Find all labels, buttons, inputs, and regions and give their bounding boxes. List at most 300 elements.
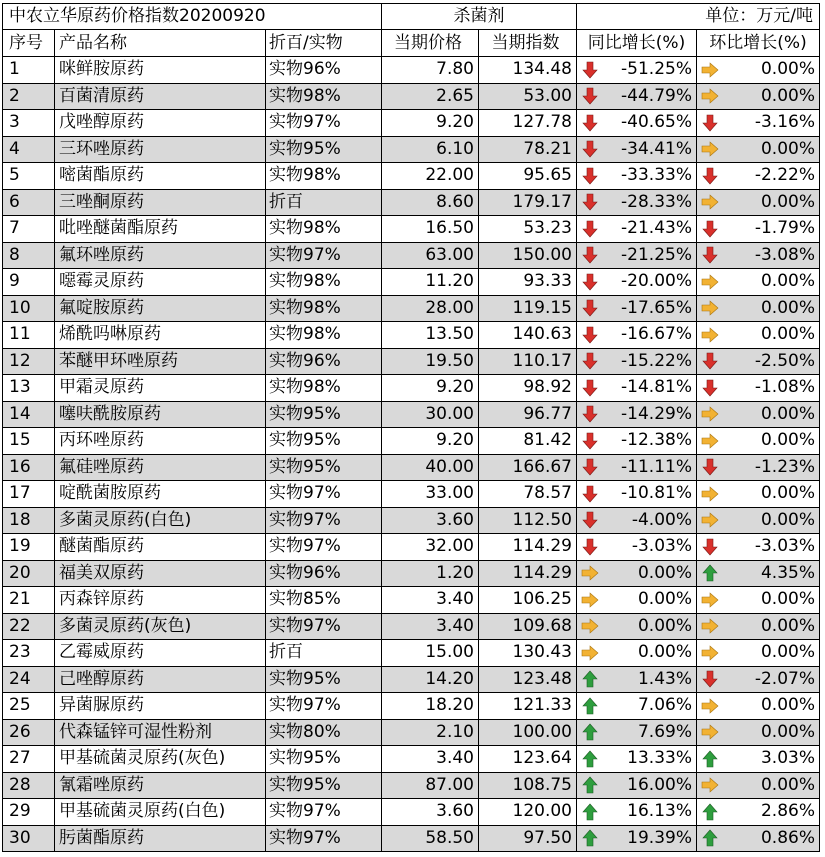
mom-change-value: 0.00% bbox=[760, 138, 815, 159]
yoy-change-cell bbox=[577, 640, 697, 667]
yoy-change-value: -51.25% bbox=[621, 59, 692, 80]
yoy-change-cell bbox=[577, 428, 697, 455]
product-name: 氟硅唑原药 bbox=[55, 455, 266, 482]
mom-change-cell bbox=[697, 640, 820, 667]
mom-change-value: 0.00% bbox=[760, 642, 815, 663]
table-row bbox=[2, 746, 820, 773]
row-number: 23 bbox=[2, 640, 55, 667]
product-spec: 实物96% bbox=[266, 57, 382, 84]
current-price: 19.50 bbox=[382, 349, 479, 376]
row-number: 27 bbox=[2, 746, 55, 773]
product-name: 戊唑醇原药 bbox=[55, 110, 266, 137]
yoy-change-cell bbox=[577, 693, 697, 720]
current-price: 18.20 bbox=[382, 693, 479, 720]
yoy-change-cell bbox=[577, 826, 697, 853]
current-index: 112.50 bbox=[479, 508, 577, 535]
down-arrow-icon bbox=[581, 193, 599, 211]
product-spec: 实物97% bbox=[266, 799, 382, 826]
up-arrow-icon bbox=[581, 750, 599, 768]
yoy-change-value: -14.29% bbox=[621, 403, 692, 424]
yoy-change-cell bbox=[577, 137, 697, 164]
yoy-change-value: -21.25% bbox=[621, 244, 692, 265]
yoy-change-value: -14.81% bbox=[621, 377, 692, 398]
mom-change-value: 0.00% bbox=[760, 430, 815, 451]
row-number: 25 bbox=[2, 693, 55, 720]
yoy-change-cell bbox=[577, 667, 697, 694]
current-index: 100.00 bbox=[479, 720, 577, 747]
current-price: 33.00 bbox=[382, 481, 479, 508]
product-name: 三唑酮原药 bbox=[55, 190, 266, 217]
product-name: 噁霉灵原药 bbox=[55, 269, 266, 296]
row-number: 17 bbox=[2, 481, 55, 508]
current-price: 9.20 bbox=[382, 375, 479, 402]
table-row bbox=[2, 508, 820, 535]
yoy-change-value: -11.11% bbox=[621, 456, 692, 477]
mom-change-value: -3.03% bbox=[754, 536, 815, 557]
right-arrow-icon bbox=[701, 299, 719, 317]
right-arrow-icon bbox=[701, 591, 719, 609]
mom-change-value: -2.50% bbox=[754, 350, 815, 371]
mom-change-cell bbox=[697, 720, 820, 747]
mom-change-cell bbox=[697, 163, 820, 190]
down-arrow-icon bbox=[581, 61, 599, 79]
product-name: 氰霜唑原药 bbox=[55, 773, 266, 800]
yoy-change-value: -34.41% bbox=[621, 138, 692, 159]
header-price: 当期价格 bbox=[382, 30, 479, 57]
down-arrow-icon bbox=[581, 273, 599, 291]
current-index: 106.25 bbox=[479, 587, 577, 614]
row-number: 7 bbox=[2, 216, 55, 243]
table-row bbox=[2, 243, 820, 270]
row-number: 4 bbox=[2, 137, 55, 164]
right-arrow-icon bbox=[701, 485, 719, 503]
current-price: 28.00 bbox=[382, 296, 479, 323]
current-price: 30.00 bbox=[382, 402, 479, 429]
current-index: 119.15 bbox=[479, 296, 577, 323]
down-arrow-icon bbox=[581, 379, 599, 397]
yoy-change-value: -40.65% bbox=[621, 112, 692, 133]
current-index: 53.00 bbox=[479, 84, 577, 111]
row-number: 20 bbox=[2, 561, 55, 588]
right-arrow-icon bbox=[701, 87, 719, 105]
current-index: 150.00 bbox=[479, 243, 577, 270]
product-spec: 实物97% bbox=[266, 614, 382, 641]
table-row bbox=[2, 84, 820, 111]
mom-change-value: 0.00% bbox=[760, 297, 815, 318]
product-spec: 实物97% bbox=[266, 534, 382, 561]
down-arrow-icon bbox=[581, 140, 599, 158]
down-arrow-icon bbox=[581, 167, 599, 185]
right-arrow-icon bbox=[701, 61, 719, 79]
table-row bbox=[2, 799, 820, 826]
table-row bbox=[2, 561, 820, 588]
yoy-change-cell bbox=[577, 799, 697, 826]
row-number: 16 bbox=[2, 455, 55, 482]
row-number: 10 bbox=[2, 296, 55, 323]
header-yoy: 同比增长(%) bbox=[577, 30, 697, 57]
up-arrow-icon bbox=[581, 829, 599, 847]
yoy-change-value: 1.43% bbox=[637, 668, 692, 689]
table-body bbox=[2, 57, 820, 852]
current-price: 6.10 bbox=[382, 137, 479, 164]
current-price: 11.20 bbox=[382, 269, 479, 296]
yoy-change-cell bbox=[577, 614, 697, 641]
up-arrow-icon bbox=[581, 776, 599, 794]
title-row bbox=[2, 3, 820, 30]
right-arrow-icon bbox=[701, 617, 719, 635]
mom-change-value: -2.07% bbox=[754, 668, 815, 689]
yoy-change-value: 19.39% bbox=[627, 827, 692, 848]
yoy-change-value: 0.00% bbox=[637, 589, 692, 610]
mom-change-value: -1.79% bbox=[754, 218, 815, 239]
product-name: 醚菌酯原药 bbox=[55, 534, 266, 561]
yoy-change-value: -33.33% bbox=[621, 165, 692, 186]
down-arrow-icon bbox=[701, 246, 719, 264]
row-number: 24 bbox=[2, 667, 55, 694]
yoy-change-cell bbox=[577, 720, 697, 747]
row-number: 2 bbox=[2, 84, 55, 111]
product-name: 肟菌酯原药 bbox=[55, 826, 266, 853]
current-index: 114.29 bbox=[479, 534, 577, 561]
down-arrow-icon bbox=[581, 405, 599, 423]
mom-change-cell bbox=[697, 269, 820, 296]
down-arrow-icon bbox=[581, 220, 599, 238]
product-name: 烯酰吗啉原药 bbox=[55, 322, 266, 349]
down-arrow-icon bbox=[581, 114, 599, 132]
mom-change-value: 0.00% bbox=[760, 509, 815, 530]
current-index: 123.64 bbox=[479, 746, 577, 773]
right-arrow-icon bbox=[701, 644, 719, 662]
mom-change-value: 0.00% bbox=[760, 271, 815, 292]
table-row bbox=[2, 110, 820, 137]
product-name: 异菌脲原药 bbox=[55, 693, 266, 720]
product-name: 己唑醇原药 bbox=[55, 667, 266, 694]
mom-change-cell bbox=[697, 57, 820, 84]
current-price: 3.60 bbox=[382, 799, 479, 826]
yoy-change-cell bbox=[577, 296, 697, 323]
right-arrow-icon bbox=[701, 432, 719, 450]
row-number: 14 bbox=[2, 402, 55, 429]
yoy-change-value: 7.06% bbox=[637, 695, 692, 716]
yoy-change-cell bbox=[577, 561, 697, 588]
mom-change-cell bbox=[697, 296, 820, 323]
yoy-change-cell bbox=[577, 163, 697, 190]
product-spec: 实物96% bbox=[266, 561, 382, 588]
current-index: 93.33 bbox=[479, 269, 577, 296]
yoy-change-value: -4.00% bbox=[631, 509, 692, 530]
product-spec: 实物98% bbox=[266, 163, 382, 190]
row-number: 11 bbox=[2, 322, 55, 349]
yoy-change-cell bbox=[577, 243, 697, 270]
yoy-change-cell bbox=[577, 481, 697, 508]
up-arrow-icon bbox=[581, 723, 599, 741]
product-spec: 实物98% bbox=[266, 296, 382, 323]
down-arrow-icon bbox=[581, 246, 599, 264]
yoy-change-value: 16.13% bbox=[627, 801, 692, 822]
up-arrow-icon bbox=[701, 750, 719, 768]
table-row bbox=[2, 534, 820, 561]
current-index: 127.78 bbox=[479, 110, 577, 137]
product-name: 氟环唑原药 bbox=[55, 243, 266, 270]
right-arrow-icon bbox=[701, 405, 719, 423]
down-arrow-icon bbox=[701, 220, 719, 238]
table-row bbox=[2, 190, 820, 217]
header-mom: 环比增长(%) bbox=[697, 30, 820, 57]
down-arrow-icon bbox=[581, 511, 599, 529]
row-number: 15 bbox=[2, 428, 55, 455]
product-name: 多菌灵原药(白色) bbox=[55, 508, 266, 535]
mom-change-cell bbox=[697, 322, 820, 349]
up-arrow-icon bbox=[581, 803, 599, 821]
product-spec: 实物95% bbox=[266, 746, 382, 773]
current-index: 110.17 bbox=[479, 349, 577, 376]
up-arrow-icon bbox=[581, 670, 599, 688]
product-spec: 实物97% bbox=[266, 243, 382, 270]
up-arrow-icon bbox=[701, 803, 719, 821]
product-name: 丙环唑原药 bbox=[55, 428, 266, 455]
product-spec: 实物98% bbox=[266, 322, 382, 349]
right-arrow-icon bbox=[701, 193, 719, 211]
yoy-change-cell bbox=[577, 508, 697, 535]
mom-change-cell bbox=[697, 534, 820, 561]
row-number: 12 bbox=[2, 349, 55, 376]
yoy-change-value: -20.00% bbox=[621, 271, 692, 292]
current-price: 9.20 bbox=[382, 110, 479, 137]
yoy-change-cell bbox=[577, 269, 697, 296]
yoy-change-cell bbox=[577, 534, 697, 561]
yoy-change-cell bbox=[577, 773, 697, 800]
yoy-change-cell bbox=[577, 746, 697, 773]
yoy-change-cell bbox=[577, 322, 697, 349]
current-index: 108.75 bbox=[479, 773, 577, 800]
mom-change-value: 0.00% bbox=[760, 85, 815, 106]
current-price: 32.00 bbox=[382, 534, 479, 561]
mom-change-cell bbox=[697, 137, 820, 164]
category-label: 杀菌剂 bbox=[382, 3, 577, 30]
row-number: 3 bbox=[2, 110, 55, 137]
product-spec: 实物97% bbox=[266, 693, 382, 720]
down-arrow-icon bbox=[581, 299, 599, 317]
current-index: 114.29 bbox=[479, 561, 577, 588]
product-spec: 实物95% bbox=[266, 667, 382, 694]
table-row bbox=[2, 720, 820, 747]
row-number: 5 bbox=[2, 163, 55, 190]
current-index: 97.50 bbox=[479, 826, 577, 853]
down-arrow-icon bbox=[701, 352, 719, 370]
yoy-change-value: 0.00% bbox=[637, 615, 692, 636]
mom-change-cell bbox=[697, 349, 820, 376]
table-row bbox=[2, 640, 820, 667]
yoy-change-cell bbox=[577, 402, 697, 429]
product-name: 百菌清原药 bbox=[55, 84, 266, 111]
right-arrow-icon bbox=[701, 140, 719, 158]
product-spec: 实物98% bbox=[266, 84, 382, 111]
product-spec: 实物97% bbox=[266, 826, 382, 853]
current-index: 166.67 bbox=[479, 455, 577, 482]
table-title: 中农立华原药价格指数20200920 bbox=[2, 3, 382, 30]
product-name: 多菌灵原药(灰色) bbox=[55, 614, 266, 641]
row-number: 29 bbox=[2, 799, 55, 826]
mom-change-value: 0.00% bbox=[760, 615, 815, 636]
yoy-change-cell bbox=[577, 455, 697, 482]
row-number: 6 bbox=[2, 190, 55, 217]
yoy-change-value: 13.33% bbox=[627, 748, 692, 769]
product-name: 氟啶胺原药 bbox=[55, 296, 266, 323]
current-index: 179.17 bbox=[479, 190, 577, 217]
yoy-change-value: -3.03% bbox=[631, 536, 692, 557]
mom-change-cell bbox=[697, 428, 820, 455]
product-name: 丙森锌原药 bbox=[55, 587, 266, 614]
yoy-change-value: 0.00% bbox=[637, 562, 692, 583]
mom-change-cell bbox=[697, 614, 820, 641]
product-name: 福美双原药 bbox=[55, 561, 266, 588]
header-name: 产品名称 bbox=[55, 30, 266, 57]
mom-change-cell bbox=[697, 693, 820, 720]
yoy-change-cell bbox=[577, 84, 697, 111]
mom-change-cell bbox=[697, 508, 820, 535]
current-index: 96.77 bbox=[479, 402, 577, 429]
yoy-change-value: -28.33% bbox=[621, 191, 692, 212]
row-number: 26 bbox=[2, 720, 55, 747]
product-spec: 实物98% bbox=[266, 375, 382, 402]
product-spec: 实物96% bbox=[266, 349, 382, 376]
current-price: 16.50 bbox=[382, 216, 479, 243]
current-price: 15.00 bbox=[382, 640, 479, 667]
unit-label: 单位：万元/吨 bbox=[577, 3, 820, 30]
product-spec: 实物98% bbox=[266, 269, 382, 296]
mom-change-value: 0.00% bbox=[760, 774, 815, 795]
yoy-change-cell bbox=[577, 587, 697, 614]
table-row bbox=[2, 614, 820, 641]
table-row bbox=[2, 693, 820, 720]
product-spec: 实物97% bbox=[266, 508, 382, 535]
product-spec: 实物80% bbox=[266, 720, 382, 747]
current-price: 14.20 bbox=[382, 667, 479, 694]
row-number: 8 bbox=[2, 243, 55, 270]
right-arrow-icon bbox=[701, 273, 719, 291]
down-arrow-icon bbox=[701, 114, 719, 132]
product-spec: 实物97% bbox=[266, 481, 382, 508]
table-row bbox=[2, 269, 820, 296]
table-row bbox=[2, 137, 820, 164]
table-row bbox=[2, 163, 820, 190]
mom-change-cell bbox=[697, 587, 820, 614]
mom-change-value: 0.00% bbox=[760, 721, 815, 742]
current-price: 63.00 bbox=[382, 243, 479, 270]
row-number: 18 bbox=[2, 508, 55, 535]
mom-change-value: 0.00% bbox=[760, 403, 815, 424]
product-spec: 实物95% bbox=[266, 137, 382, 164]
yoy-change-value: 0.00% bbox=[637, 642, 692, 663]
mom-change-value: -3.08% bbox=[754, 244, 815, 265]
header-row bbox=[2, 30, 820, 57]
product-name: 三环唑原药 bbox=[55, 137, 266, 164]
mom-change-cell bbox=[697, 481, 820, 508]
header-spec: 折百/实物 bbox=[266, 30, 382, 57]
mom-change-cell bbox=[697, 667, 820, 694]
mom-change-cell bbox=[697, 455, 820, 482]
mom-change-value: 2.86% bbox=[760, 801, 815, 822]
down-arrow-icon bbox=[701, 538, 719, 556]
up-arrow-icon bbox=[581, 697, 599, 715]
product-name: 苯醚甲环唑原药 bbox=[55, 349, 266, 376]
product-spec: 实物95% bbox=[266, 428, 382, 455]
yoy-change-value: -17.65% bbox=[621, 297, 692, 318]
current-index: 98.92 bbox=[479, 375, 577, 402]
mom-change-cell bbox=[697, 190, 820, 217]
table-row bbox=[2, 826, 820, 853]
mom-change-value: -2.22% bbox=[754, 165, 815, 186]
product-spec: 折百 bbox=[266, 190, 382, 217]
current-index: 109.68 bbox=[479, 614, 577, 641]
mom-change-value: 0.00% bbox=[760, 191, 815, 212]
current-price: 8.60 bbox=[382, 190, 479, 217]
table-row bbox=[2, 773, 820, 800]
table-row bbox=[2, 322, 820, 349]
mom-change-value: 0.00% bbox=[760, 324, 815, 345]
current-price: 2.10 bbox=[382, 720, 479, 747]
header-no: 序号 bbox=[2, 30, 55, 57]
mom-change-cell bbox=[697, 746, 820, 773]
current-price: 3.40 bbox=[382, 614, 479, 641]
table-row bbox=[2, 667, 820, 694]
table-row bbox=[2, 455, 820, 482]
row-number: 9 bbox=[2, 269, 55, 296]
mom-change-cell bbox=[697, 773, 820, 800]
down-arrow-icon bbox=[581, 326, 599, 344]
row-number: 30 bbox=[2, 826, 55, 853]
mom-change-value: 0.00% bbox=[760, 483, 815, 504]
product-spec: 实物97% bbox=[266, 110, 382, 137]
up-arrow-icon bbox=[701, 564, 719, 582]
down-arrow-icon bbox=[701, 379, 719, 397]
product-spec: 实物95% bbox=[266, 773, 382, 800]
current-index: 53.23 bbox=[479, 216, 577, 243]
current-price: 22.00 bbox=[382, 163, 479, 190]
current-index: 130.43 bbox=[479, 640, 577, 667]
table-row bbox=[2, 349, 820, 376]
down-arrow-icon bbox=[581, 538, 599, 556]
table-row bbox=[2, 402, 820, 429]
header-index: 当期指数 bbox=[479, 30, 577, 57]
mom-change-cell bbox=[697, 561, 820, 588]
current-index: 81.42 bbox=[479, 428, 577, 455]
product-name: 甲基硫菌灵原药(灰色) bbox=[55, 746, 266, 773]
yoy-change-cell bbox=[577, 190, 697, 217]
product-spec: 折百 bbox=[266, 640, 382, 667]
product-name: 代森锰锌可湿性粉剂 bbox=[55, 720, 266, 747]
product-name: 嘧菌酯原药 bbox=[55, 163, 266, 190]
mom-change-value: 3.03% bbox=[760, 748, 815, 769]
right-arrow-icon bbox=[701, 723, 719, 741]
product-spec: 实物95% bbox=[266, 402, 382, 429]
current-price: 13.50 bbox=[382, 322, 479, 349]
right-arrow-icon bbox=[701, 776, 719, 794]
row-number: 1 bbox=[2, 57, 55, 84]
mom-change-cell bbox=[697, 110, 820, 137]
yoy-change-value: -15.22% bbox=[621, 350, 692, 371]
down-arrow-icon bbox=[581, 352, 599, 370]
yoy-change-cell bbox=[577, 216, 697, 243]
row-number: 21 bbox=[2, 587, 55, 614]
yoy-change-value: -44.79% bbox=[621, 85, 692, 106]
mom-change-value: -1.23% bbox=[754, 456, 815, 477]
row-number: 28 bbox=[2, 773, 55, 800]
product-name: 甲霜灵原药 bbox=[55, 375, 266, 402]
down-arrow-icon bbox=[581, 87, 599, 105]
current-index: 121.33 bbox=[479, 693, 577, 720]
current-price: 58.50 bbox=[382, 826, 479, 853]
